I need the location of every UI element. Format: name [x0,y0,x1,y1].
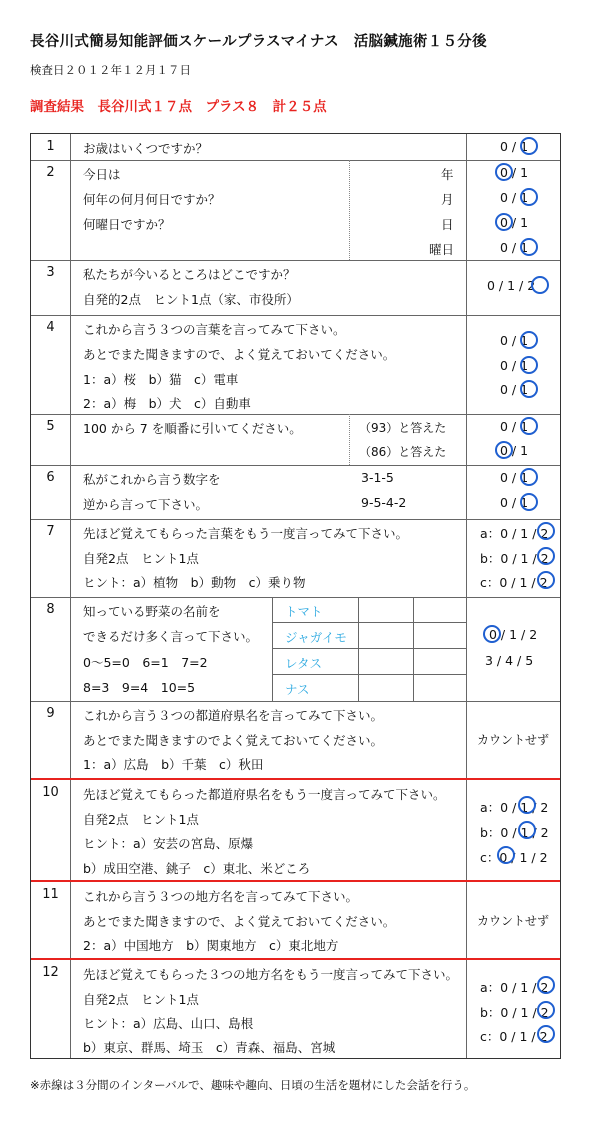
row-number: 12 [42,965,59,980]
score-circle [537,547,555,565]
vegetable-name: ナス [285,682,310,697]
score-circle [520,188,538,206]
question-text: 先ほど覚えてもらった都道府県名をもう一度言ってみて下さい。 [83,787,446,802]
vegetable-name: レタス [285,656,323,671]
question-text: 逆から言って下さい。 [83,497,209,512]
score-circle [520,417,538,435]
score-note: カウントせず [477,914,550,928]
score-options: 0 / 1 [500,190,529,205]
row-number: 5 [46,419,55,434]
question-text: あとでまた聞きますのでよく覚えておいてください。 [83,733,384,748]
question-text: できるだけ多く言って下さい。 [83,629,259,644]
question-text: ヒント：a）安芸の宮島、原爆 [83,836,254,851]
question-text: ヒント：a）植物 b）動物 c）乗り物 [83,575,306,590]
score-circle [520,331,538,349]
question-text: お歳はいくつですか？ [83,141,209,156]
row-number: 4 [46,320,55,335]
question-text: これから言う３つの都道府県名を言ってみて下さい。 [83,708,384,723]
sub-label: 曜日 [429,242,455,257]
score-circle [520,137,538,155]
score-circle [537,571,555,589]
exam-date: 検査日２０１２年１２月１７日 [30,63,191,77]
question-text: 自発2点 ヒント1点 [83,812,199,827]
question-text: 何年の何月何日ですか？ [83,192,221,207]
table-row [31,160,560,261]
score-circle [495,441,513,459]
footer-note: ※赤線は３分間のインターバルで、趣味や趣向、日頃の生活を題材にした会話を行う。 [30,1078,476,1092]
score-options: 0 / 1 [500,215,529,230]
sub-label: （86）と答えた [359,445,447,459]
score-circle [537,1001,555,1019]
score-options: b：0 / 1 / 2 [480,1005,549,1020]
score-circle [520,238,538,256]
table-row [31,597,560,702]
vegetable-name: トマト [285,604,323,619]
score-options: c：0 / 1 / 2 [480,1029,548,1044]
score-circle [495,163,513,181]
table-row [31,882,560,960]
result-summary: 調査結果 長谷川式１７点 プラス８ 計２５点 [30,99,327,115]
question-text: b）成田空港、銚子 c）東北、米どころ [83,861,311,876]
question-text: 1：a）桜 b）猫 c）電車 [83,372,239,387]
row-number: 9 [46,706,55,721]
score-options: 0 / 1 [500,382,529,397]
question-text: 私たちが今いるところはどこですか？ [83,267,296,282]
question-text: 自発2点 ヒント1点 [83,992,199,1007]
score-circle [518,796,536,814]
row-number: 7 [46,524,55,539]
score-options: 0 / 1 / 2 [489,627,538,642]
score-circle [537,976,555,994]
score-circle [483,625,501,643]
question-text: 私がこれから言う数字を [83,472,221,487]
score-options: c：0 / 1 / 2 [480,575,548,590]
row-number: 6 [46,470,55,485]
question-text: 8=3 9=4 10=5 [83,680,196,695]
row-number: 3 [46,265,55,280]
table-row [31,701,560,780]
question-text: 2：a）梅 b）犬 c）自動車 [83,396,251,411]
score-options: b：0 / 1 / 2 [480,551,549,566]
table-row [31,260,560,316]
question-text: ヒント：a）広島、山口、島根 [83,1016,254,1031]
assessment-table [30,133,561,1059]
question-text: 2：a）中国地方 b）関東地方 c）東北地方 [83,938,339,953]
score-options: c：0 / 1 / 2 [480,850,548,865]
score-circle [495,213,513,231]
question-text: 0〜5=0 6=1 7=2 [83,655,208,670]
table-row [31,414,560,466]
question-text: 自発的2点 ヒント1点（家、市役所） [83,292,299,307]
vegetable-name: ジャガイモ [285,630,347,645]
question-text: b）東京、群馬、埼玉 c）青森、福島、宮城 [83,1040,336,1055]
score-circle [537,522,555,540]
row-number: 11 [42,887,59,902]
score-note: カウントせず [477,733,550,747]
score-circle [520,468,538,486]
score-options: 0 / 1 [500,139,529,154]
score-options: a：0 / 1 / 2 [480,980,549,995]
question-text: 知っている野菜の名前を [83,604,221,619]
page-title: 長谷川式簡易知能評価スケールプラスマイナス 活脳鍼施術１５分後 [30,34,487,50]
score-options: 0 / 1 [500,165,529,180]
question-text: 何曜日ですか？ [83,217,171,232]
score-options: 0 / 1 [500,358,529,373]
sub-label: 年 [441,167,454,182]
question-text: あとでまた聞きますので、よく覚えておいてください。 [83,347,396,362]
score-options: 0 / 1 [500,240,529,255]
sub-label: 3-1-5 [361,470,394,485]
question-text: これから言う３つの言葉を言ってみて下さい。 [83,322,346,337]
score-options: 0 / 1 [500,470,529,485]
score-options: 3 / 4 / 5 [485,653,534,668]
question-text: 先ほど覚えてもらった３つの地方名をもう一度言ってみて下さい。 [83,967,459,982]
row-number: 10 [42,785,59,800]
score-options: 0 / 1 [500,443,529,458]
score-options: a：0 / 1 / 2 [480,526,549,541]
table-row [31,519,560,598]
row-number: 8 [46,602,55,617]
question-text: これから言う３つの地方名を言ってみて下さい。 [83,889,359,904]
row-number: 1 [46,139,55,154]
score-circle [520,493,538,511]
score-options: 0 / 1 / 2 [487,278,536,293]
score-circle [520,356,538,374]
score-circle [537,1025,555,1043]
sub-label: （93）と答えた [359,421,447,435]
table-row [31,315,560,415]
question-text: 今日は [83,167,121,182]
question-text: 100 から 7 を順番に引いてください。 [83,421,302,436]
score-options: 0 / 1 [500,333,529,348]
question-text: 1：a）広島 b）千葉 c）秋田 [83,757,264,772]
table-row [31,780,560,882]
table-row [31,960,560,1058]
sub-label: 9-5-4-2 [361,495,407,510]
row-number: 2 [46,165,55,180]
sub-label: 日 [441,217,454,232]
table-row [31,465,560,520]
question-text: あとでまた聞きますので、よく覚えておいてください。 [83,914,396,929]
score-circle [497,846,515,864]
score-options: 0 / 1 [500,419,529,434]
vegetable-grid [272,597,467,701]
score-options: a：0 / 1 / 2 [480,800,549,815]
sub-label: 月 [441,192,454,207]
score-options: 0 / 1 [500,495,529,510]
score-circle [518,821,536,839]
question-text: 先ほど覚えてもらった言葉をもう一度言ってみて下さい。 [83,526,409,541]
score-circle [531,276,549,294]
score-circle [520,380,538,398]
question-text: 自発2点 ヒント1点 [83,551,199,566]
table-row [31,134,560,161]
score-options: b：0 / 1 / 2 [480,825,549,840]
